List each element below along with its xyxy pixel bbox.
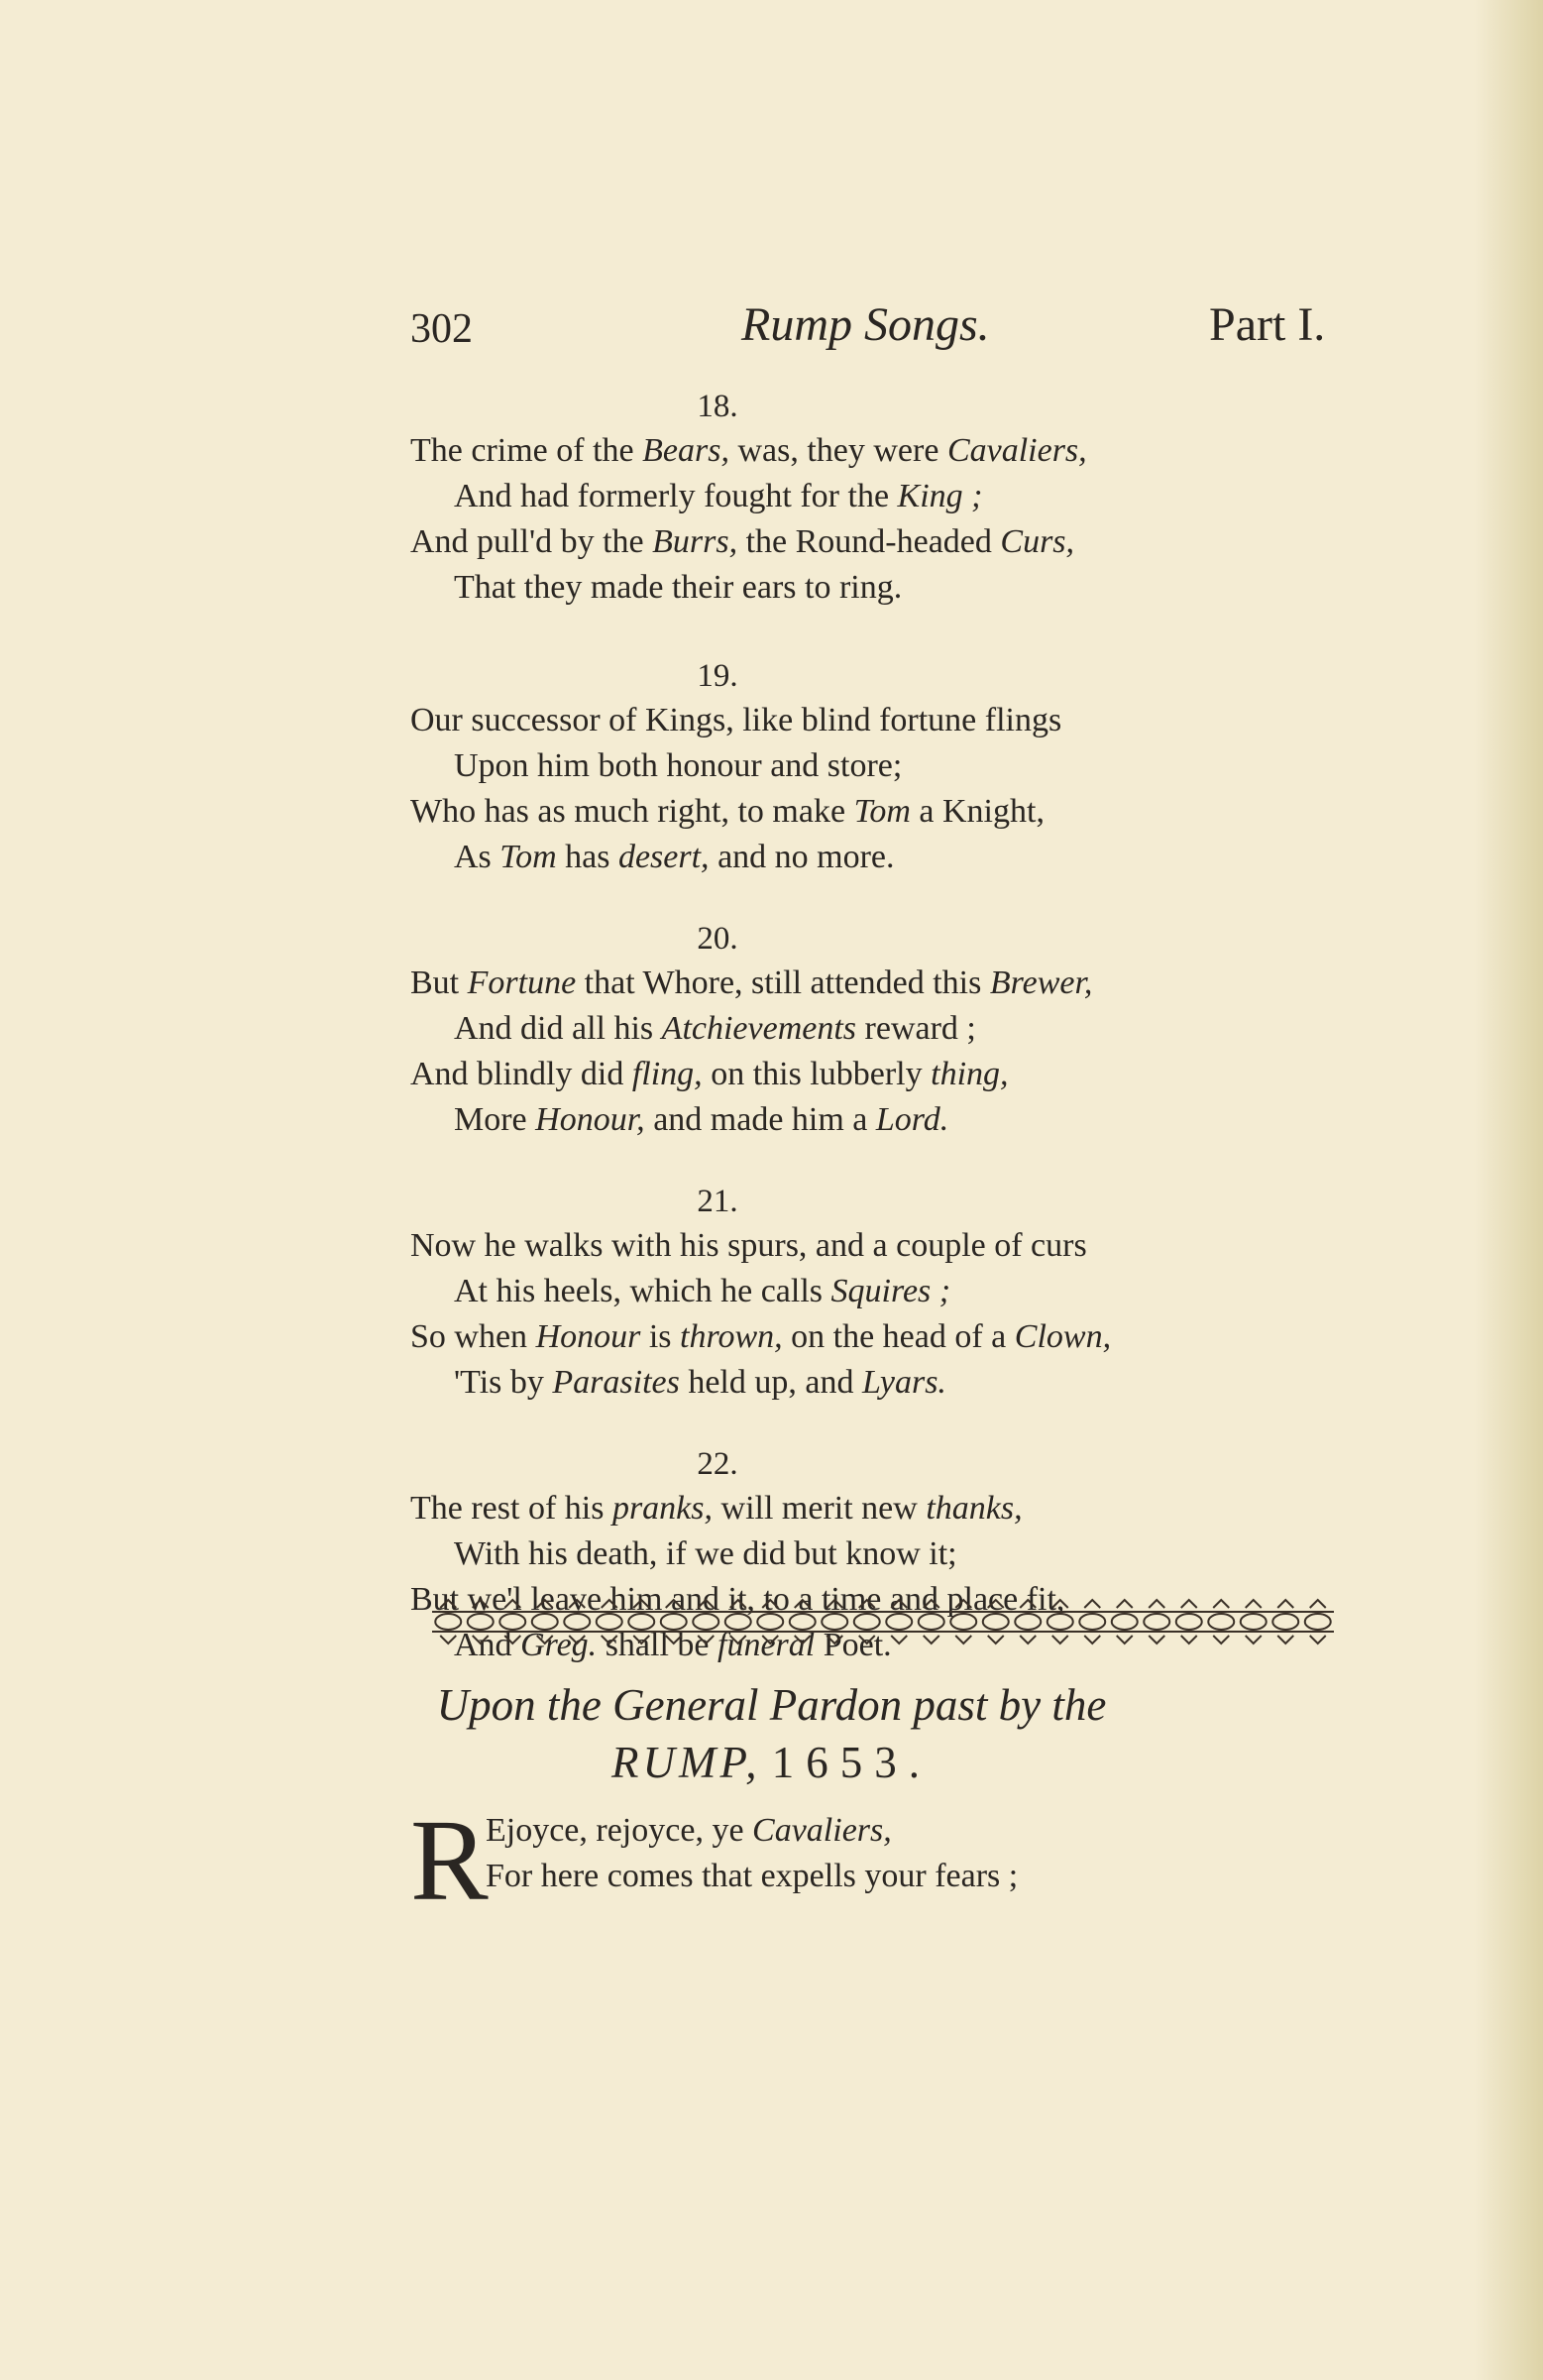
ornament-link bbox=[886, 1614, 912, 1630]
ornament-bottom-flourish bbox=[1213, 1636, 1229, 1643]
ornament-bottom-flourish bbox=[795, 1636, 811, 1643]
roman-text: has bbox=[556, 839, 618, 875]
ornament-top-flourish bbox=[569, 1600, 585, 1608]
verse-line bbox=[410, 1223, 1302, 1269]
italic-text: King ; bbox=[897, 478, 983, 514]
verse-line bbox=[410, 1314, 1302, 1360]
ornament-top-flourish bbox=[1020, 1600, 1036, 1608]
stanza-number: 21. bbox=[697, 1184, 738, 1219]
roman-text: Now he walks with his spurs, and a couple of curs bbox=[410, 1227, 1087, 1264]
running-header bbox=[0, 297, 1543, 367]
roman-text: Poet. bbox=[815, 1627, 892, 1663]
ornament-top-flourish bbox=[473, 1600, 489, 1608]
verse-line bbox=[410, 428, 1302, 474]
ornament-link bbox=[1047, 1614, 1073, 1630]
italic-text: pranks, bbox=[611, 1490, 714, 1527]
ornament-link bbox=[564, 1614, 590, 1630]
ornament-link bbox=[950, 1614, 976, 1630]
verse-line bbox=[410, 565, 1302, 611]
italic-text: thing, bbox=[931, 1056, 1009, 1092]
roman-text: on this lubberly bbox=[702, 1056, 932, 1092]
italic-text: Bears, bbox=[642, 432, 729, 469]
roman-text: That they made their ears to ring. bbox=[454, 569, 903, 606]
verse-line bbox=[410, 519, 1302, 565]
roman-text: And bbox=[454, 1627, 521, 1663]
ornament-link bbox=[597, 1614, 622, 1630]
stanza bbox=[410, 654, 1302, 880]
verse-line bbox=[410, 1097, 1302, 1143]
ornament-bottom-flourish bbox=[537, 1636, 553, 1643]
ornament-top-flourish bbox=[1149, 1600, 1164, 1608]
roman-text: But we'l leave him and it, to a time and place fit, bbox=[410, 1581, 1065, 1618]
ornament-link bbox=[532, 1614, 558, 1630]
italic-text: fling, bbox=[631, 1056, 703, 1092]
roman-text: And did all his bbox=[454, 1010, 662, 1047]
page-number: 302 bbox=[410, 306, 473, 352]
ornament-link bbox=[499, 1614, 525, 1630]
stanza-number: 18. bbox=[697, 389, 738, 424]
italic-text: Parasites bbox=[552, 1364, 680, 1401]
ornament-bottom-flourish bbox=[955, 1636, 971, 1643]
ornament-bottom-flourish bbox=[473, 1636, 489, 1643]
opening-line bbox=[486, 1808, 1018, 1854]
ornament-bottom-flourish bbox=[440, 1636, 456, 1643]
roman-text: And blindly did bbox=[410, 1056, 632, 1092]
ornament-link bbox=[1144, 1614, 1169, 1630]
roman-text: shall be bbox=[597, 1627, 717, 1663]
roman-text: 'Tis by bbox=[454, 1364, 553, 1401]
ornament-link bbox=[1272, 1614, 1298, 1630]
ornament-bottom-flourish bbox=[633, 1636, 649, 1643]
ornament-link bbox=[1241, 1614, 1267, 1630]
stanza-number: 20. bbox=[697, 921, 738, 957]
ornament-bottom-flourish bbox=[988, 1636, 1004, 1643]
ornament-link bbox=[468, 1614, 494, 1630]
roman-text: a Knight, bbox=[910, 793, 1045, 830]
ornament-bottom-flourish bbox=[698, 1636, 714, 1643]
roman-text: and no more. bbox=[709, 839, 895, 875]
ornament-top-flourish bbox=[859, 1600, 875, 1608]
verse-line bbox=[410, 1486, 1302, 1531]
ornament-top-flourish bbox=[698, 1600, 714, 1608]
stanza-number: 22. bbox=[697, 1446, 738, 1482]
ornament-top-flourish bbox=[1277, 1600, 1293, 1608]
ornament-link bbox=[1208, 1614, 1234, 1630]
ornament-link bbox=[661, 1614, 687, 1630]
ornament-top-flourish bbox=[1052, 1600, 1068, 1608]
decorative-ornament-band bbox=[432, 1596, 1334, 1647]
ornament-top-flourish bbox=[795, 1600, 811, 1608]
roman-text: At his heels, which he calls bbox=[454, 1273, 831, 1309]
part-label: Part I. bbox=[1209, 298, 1326, 351]
ornament-bottom-flourish bbox=[891, 1636, 907, 1643]
roman-text: and made him a bbox=[644, 1101, 876, 1138]
ornament-bottom-flourish bbox=[569, 1636, 585, 1643]
stanza-number: 19. bbox=[697, 658, 738, 694]
ornament-bottom-flourish bbox=[1052, 1636, 1068, 1643]
roman-text: With his death, if we did but know it; bbox=[454, 1535, 957, 1572]
italic-text: Fortune bbox=[467, 964, 577, 1001]
roman-text: reward ; bbox=[856, 1010, 976, 1047]
verse-line bbox=[410, 1531, 1302, 1577]
ornament-link bbox=[725, 1614, 751, 1630]
roman-text: Ejoyce, rejoyce, ye bbox=[486, 1812, 753, 1849]
italic-text: Brewer, bbox=[989, 964, 1093, 1001]
ornament-link bbox=[435, 1614, 461, 1630]
roman-text: The crime of the bbox=[410, 432, 643, 469]
italic-text: thanks, bbox=[926, 1490, 1023, 1527]
verse-line bbox=[410, 1360, 1302, 1406]
roman-text: As bbox=[454, 839, 500, 875]
ornament-link bbox=[628, 1614, 654, 1630]
italic-text: thrown, bbox=[680, 1318, 783, 1355]
roman-text: that Whore, still attended this bbox=[576, 964, 990, 1001]
italic-text: desert, bbox=[617, 839, 710, 875]
roman-text: on the head of a bbox=[782, 1318, 1015, 1355]
roman-text: But bbox=[410, 964, 468, 1001]
italic-text: Cavaliers, bbox=[752, 1812, 892, 1849]
roman-text: will merit new bbox=[713, 1490, 927, 1527]
ornament-top-flourish bbox=[440, 1600, 456, 1608]
ornament-link bbox=[1112, 1614, 1138, 1630]
ornament-top-flourish bbox=[891, 1600, 907, 1608]
ornament-bottom-flourish bbox=[730, 1636, 746, 1643]
ornament-top-flourish bbox=[1310, 1600, 1326, 1608]
ornament-bottom-flourish bbox=[1117, 1636, 1133, 1643]
ornament-link bbox=[983, 1614, 1009, 1630]
ornament-top-flourish bbox=[1246, 1600, 1262, 1608]
verse-line bbox=[410, 698, 1302, 743]
ornament-link bbox=[822, 1614, 847, 1630]
ornament-bottom-flourish bbox=[1149, 1636, 1164, 1643]
roman-text: Upon him both honour and store; bbox=[454, 747, 903, 784]
ornament-link bbox=[1079, 1614, 1105, 1630]
ornament-link bbox=[693, 1614, 718, 1630]
ornament-top-flourish bbox=[1117, 1600, 1133, 1608]
verse-line bbox=[410, 789, 1302, 835]
italic-text: Lyars. bbox=[861, 1364, 946, 1401]
italic-text: Greg. bbox=[520, 1627, 598, 1663]
italic-text: Tom bbox=[499, 839, 557, 875]
ornament-link bbox=[854, 1614, 880, 1630]
verse-line bbox=[410, 474, 1302, 519]
italic-text: Lord. bbox=[875, 1101, 949, 1138]
italic-text: Burrs, bbox=[652, 523, 738, 560]
ornament-bottom-flourish bbox=[762, 1636, 778, 1643]
roman-text: Our successor of Kings, like blind fortune flings bbox=[410, 702, 1062, 738]
ornament-top-flourish bbox=[762, 1600, 778, 1608]
italic-text: Honour bbox=[535, 1318, 641, 1355]
ornament-link bbox=[1015, 1614, 1041, 1630]
verse-line bbox=[410, 835, 1302, 880]
ornament-top-flourish bbox=[955, 1600, 971, 1608]
roman-text: held up, and bbox=[679, 1364, 862, 1401]
ornament-top-flourish bbox=[1181, 1600, 1197, 1608]
italic-text: Squires ; bbox=[830, 1273, 951, 1309]
italic-text: Atchievements bbox=[661, 1010, 857, 1047]
stanza bbox=[410, 385, 1302, 611]
roman-text: the Round-headed bbox=[737, 523, 1001, 560]
ornament-bottom-flourish bbox=[1181, 1636, 1197, 1643]
ornament-top-flourish bbox=[827, 1600, 842, 1608]
ornament-top-flourish bbox=[924, 1600, 939, 1608]
italic-text: Clown, bbox=[1014, 1318, 1112, 1355]
ornament-bottom-flourish bbox=[1084, 1636, 1100, 1643]
ornament-bottom-flourish bbox=[504, 1636, 520, 1643]
opening-line bbox=[486, 1854, 1018, 1899]
ornament-top-flourish bbox=[666, 1600, 682, 1608]
verse-line bbox=[410, 1269, 1302, 1314]
poem-title-line-2 bbox=[0, 1737, 1543, 1788]
poem-title-year: 1653. bbox=[771, 1738, 932, 1787]
roman-text: is bbox=[640, 1318, 681, 1355]
roman-text: More bbox=[454, 1101, 536, 1138]
poem-title-rump: RUMP, bbox=[611, 1738, 761, 1787]
ornament-bottom-flourish bbox=[924, 1636, 939, 1643]
ornament-top-flourish bbox=[602, 1600, 617, 1608]
ornament-bottom-flourish bbox=[1310, 1636, 1326, 1643]
ornament-link bbox=[1305, 1614, 1331, 1630]
roman-text: was, they were bbox=[728, 432, 947, 469]
italic-text: Honour, bbox=[535, 1101, 645, 1138]
poem-opening-lines bbox=[486, 1808, 1018, 1899]
ornament-top-flourish bbox=[1084, 1600, 1100, 1608]
roman-text: For here comes that expells your fears ; bbox=[486, 1858, 1019, 1894]
roman-text: And had formerly fought for the bbox=[454, 478, 898, 514]
drop-cap: R bbox=[410, 1795, 489, 1925]
verse-line bbox=[410, 1006, 1302, 1052]
roman-text: And pull'd by the bbox=[410, 523, 653, 560]
roman-text: Who has as much right, to make bbox=[410, 793, 854, 830]
ornament-link bbox=[919, 1614, 944, 1630]
verse-line bbox=[410, 961, 1302, 1006]
ornament-bottom-flourish bbox=[1246, 1636, 1262, 1643]
ornament-bottom-flourish bbox=[859, 1636, 875, 1643]
ornament-top-flourish bbox=[537, 1600, 553, 1608]
ornament-bottom-flourish bbox=[666, 1636, 682, 1643]
ornament-bottom-flourish bbox=[1277, 1636, 1293, 1643]
stanza bbox=[410, 1180, 1302, 1406]
ornament-bottom-flourish bbox=[1020, 1636, 1036, 1643]
ornament-link bbox=[790, 1614, 816, 1630]
ornament-link bbox=[757, 1614, 783, 1630]
poem-title-line-1: Upon the General Pardon past by the bbox=[436, 1680, 1107, 1730]
italic-text: Tom bbox=[853, 793, 911, 830]
ornament-top-flourish bbox=[1213, 1600, 1229, 1608]
roman-text: The rest of his bbox=[410, 1490, 612, 1527]
verse-line bbox=[410, 743, 1302, 789]
ornament-top-flourish bbox=[988, 1600, 1004, 1608]
ornament-bottom-flourish bbox=[827, 1636, 842, 1643]
stanza bbox=[410, 917, 1302, 1143]
verse-line bbox=[410, 1052, 1302, 1097]
running-title: Rump Songs. bbox=[741, 298, 990, 351]
ornament-top-flourish bbox=[730, 1600, 746, 1608]
italic-text: funeral bbox=[717, 1627, 816, 1663]
italic-text: Curs, bbox=[1000, 523, 1075, 560]
ornament-bottom-flourish bbox=[602, 1636, 617, 1643]
ornament-top-flourish bbox=[633, 1600, 649, 1608]
roman-text: So when bbox=[410, 1318, 536, 1355]
ornament-top-flourish bbox=[504, 1600, 520, 1608]
italic-text: Cavaliers, bbox=[946, 432, 1087, 469]
ornament-link bbox=[1176, 1614, 1202, 1630]
